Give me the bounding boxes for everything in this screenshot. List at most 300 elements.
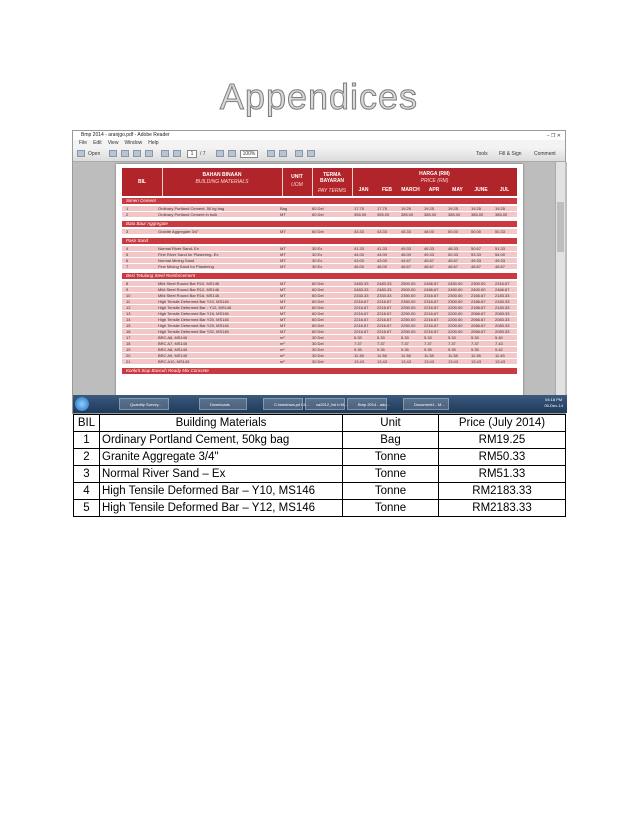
- table-cell: 30 Ex: [312, 258, 323, 263]
- table-cell: 43.33: [377, 229, 388, 234]
- page-title: Appendices: [219, 76, 419, 117]
- cell-unit: Tonne: [343, 449, 439, 466]
- month-headers: [352, 187, 517, 194]
- table-cell: 19.25: [495, 206, 506, 211]
- table-cell: BRC A10, MS145: [158, 359, 190, 364]
- table-cell: 7.43: [495, 341, 503, 346]
- table-cell: Bag: [280, 206, 288, 211]
- table-row: [74, 466, 566, 483]
- table-cell: 13.43: [377, 359, 388, 364]
- table-cell: 2483.33: [377, 281, 392, 286]
- table-cell: 60 Del: [312, 305, 324, 310]
- table-cell: Mild Steel Round Bar R16, MS146: [158, 293, 220, 298]
- table-cell: 50.00: [448, 229, 459, 234]
- section-header: Batu Baur Aggregate: [122, 221, 517, 227]
- table-cell: 2483.33: [354, 287, 369, 292]
- table-cell: 9.35: [471, 347, 479, 352]
- table-cell: 2216.67: [377, 329, 392, 334]
- header-unit-sub: UOM: [291, 182, 303, 188]
- window-title-bar: [73, 131, 565, 140]
- highlight-icon[interactable]: [307, 150, 315, 157]
- table-cell: 2333.33: [354, 293, 369, 298]
- table-row: [122, 359, 517, 365]
- menu-bar: [73, 140, 565, 147]
- table-cell: 2183.33: [495, 299, 510, 304]
- cell-material: Normal River Sand – Ex: [100, 466, 343, 483]
- table-cell: 2250.00: [401, 311, 416, 316]
- table-cell: BRC A6, MS145: [158, 335, 188, 340]
- taskbar-button[interactable]: Document1 - M...: [403, 398, 449, 410]
- table-cell: 2216.67: [354, 299, 369, 304]
- cell-price: RM19.25: [439, 432, 566, 449]
- header-unit: UNIT: [291, 174, 303, 180]
- table-cell: 2316.67: [495, 281, 510, 286]
- table-cell: MT: [280, 329, 286, 334]
- table-cell: 11.38: [354, 353, 364, 358]
- cell-material: Granite Aggregate 3/4": [100, 449, 343, 466]
- table-cell: 46.67: [424, 264, 435, 269]
- table-cell: 2450.00: [448, 281, 463, 286]
- taskbar-button[interactable]: Bmp 2014 - adu...: [347, 398, 387, 410]
- table-cell: 2500.00: [401, 281, 416, 286]
- table-cell: MT: [280, 281, 286, 286]
- table-cell: 2200.00: [448, 323, 463, 328]
- table-cell: 19: [126, 347, 131, 352]
- zoom-in-icon[interactable]: [228, 150, 236, 157]
- table-cell: 30 Ex: [312, 246, 323, 251]
- table-cell: 2466.67: [495, 287, 510, 292]
- table-cell: 20: [126, 353, 131, 358]
- toolbar: [73, 147, 565, 162]
- cell-bil: 1: [74, 432, 100, 449]
- table-cell: High Tensile Deformed Bar Y20, MS146: [158, 317, 229, 322]
- header-price: HARGA (RM): [419, 171, 450, 177]
- comment-button[interactable]: Comment: [534, 151, 556, 157]
- table-cell: 5.33: [448, 335, 456, 340]
- table-cell: 9.35: [354, 347, 362, 352]
- next-page-icon[interactable]: [173, 150, 181, 157]
- table-cell: Normal River Sand- Ex: [158, 246, 199, 251]
- table-cell: m²: [280, 341, 285, 346]
- table-cell: 49.33: [401, 246, 412, 251]
- taskbar: [73, 395, 567, 413]
- table-cell: 9: [126, 287, 129, 292]
- table-cell: BRC A8, MS145: [158, 347, 188, 352]
- menu-item[interactable]: Window: [124, 140, 143, 146]
- table-cell: 19.25: [448, 206, 459, 211]
- table-cell: BRC A7, MS145: [158, 341, 188, 346]
- table-cell: 355.00: [377, 212, 390, 217]
- zoom-input[interactable]: 100%: [240, 150, 258, 158]
- pdf-page: [116, 164, 523, 404]
- folder-icon[interactable]: [77, 150, 85, 157]
- col-material-header: Building Materials: [100, 415, 343, 432]
- table-cell: 46.67: [401, 264, 412, 269]
- table-cell: MT: [280, 258, 286, 263]
- cell-material: Ordinary Portland Cement, 50kg bag: [100, 432, 343, 449]
- table-cell: High Tensile Deformed Bar Y32, MS146: [158, 329, 229, 334]
- table-cell: 53.33: [471, 252, 482, 257]
- table-cell: 5.33: [471, 335, 479, 340]
- table-cell: 60 Del: [312, 281, 324, 286]
- section-header: Pasir Sand: [122, 238, 517, 244]
- table-cell: High Tensile Deformed Bar Y10, MS146: [158, 299, 229, 304]
- table-cell: High Tensile Deformed Bar Y16, MS146: [158, 311, 229, 316]
- table-cell: MT: [280, 264, 286, 269]
- table-cell: 60 Del: [312, 206, 324, 211]
- month-header: JUNE: [474, 187, 488, 193]
- window-title: Bmp 2014 - aranjgo.pdf - Adobe Reader: [81, 132, 170, 138]
- table-cell: 15: [126, 323, 131, 328]
- table-cell: 49.33: [495, 258, 506, 263]
- month-header: JAN: [358, 187, 369, 193]
- header-terms-sub: PAY TERMS: [317, 188, 347, 194]
- table-cell: 13.43: [495, 359, 506, 364]
- header-price-sub: PRICE (RM): [420, 178, 449, 184]
- table-cell: 2466.67: [424, 287, 439, 292]
- zoom-out-icon[interactable]: [216, 150, 224, 157]
- table-cell: 2216.67: [377, 299, 392, 304]
- save-icon[interactable]: [121, 150, 129, 157]
- table-cell: 2066.67: [471, 323, 486, 328]
- table-cell: High Tensile Deformed Bar Y25, MS146: [158, 323, 229, 328]
- table-cell: 48.00: [424, 229, 435, 234]
- table-row: [74, 500, 566, 517]
- table-cell: 2216.67: [424, 311, 439, 316]
- month-header: FEB: [382, 187, 392, 193]
- vertical-scrollbar[interactable]: [555, 162, 565, 397]
- table-cell: 9.35: [377, 347, 385, 352]
- table-cell: 5.33: [401, 335, 409, 340]
- table-cell: 18: [126, 341, 131, 346]
- table-cell: 385.00: [471, 212, 484, 217]
- table-cell: 2083.33: [495, 317, 510, 322]
- col-price-header: Price (July 2014): [439, 415, 566, 432]
- month-header: APR: [428, 187, 440, 193]
- table-cell: 60 Del: [312, 287, 324, 292]
- table-cell: 45.33: [401, 229, 412, 234]
- table-cell: 4: [126, 246, 129, 251]
- table-cell: 14: [126, 317, 131, 322]
- table-cell: 30 Del: [312, 341, 324, 346]
- table-cell: 385.00: [495, 212, 508, 217]
- table-cell: 19.25: [401, 206, 412, 211]
- table-cell: 17.75: [377, 206, 388, 211]
- table-cell: 2083.33: [495, 323, 510, 328]
- table-cell: 2216.67: [424, 305, 439, 310]
- cell-bil: 3: [74, 466, 100, 483]
- materials-price-table: [73, 414, 566, 517]
- table-cell: 2200.00: [448, 305, 463, 310]
- table-cell: 30 Del: [312, 347, 324, 352]
- table-row: [74, 449, 566, 466]
- table-cell: 1: [126, 206, 129, 211]
- table-cell: 2216.67: [354, 323, 369, 328]
- table-cell: 2250.00: [401, 323, 416, 328]
- taskbar-clock[interactable]: [544, 397, 563, 409]
- header-bil: BIL: [137, 179, 147, 185]
- table-cell: 60 Del: [312, 311, 324, 316]
- table-cell: 41.33: [354, 246, 365, 251]
- print-icon[interactable]: [133, 150, 141, 157]
- cell-material: High Tensile Deformed Bar – Y10, MS146: [100, 483, 343, 500]
- table-cell: 50.33: [495, 229, 506, 234]
- table-cell: 13: [126, 311, 131, 316]
- table-cell: 50.33: [448, 252, 459, 257]
- table-cell: 10: [126, 293, 131, 298]
- cell-unit: Tonne: [343, 483, 439, 500]
- table-cell: 2300.00: [471, 281, 486, 286]
- table-cell: 2216.67: [424, 329, 439, 334]
- table-cell: 2333.33: [377, 293, 392, 298]
- table-cell: 7: [126, 264, 129, 269]
- table-cell: MT: [280, 311, 286, 316]
- open-button[interactable]: Open: [88, 151, 101, 157]
- table-cell: MT: [280, 229, 286, 234]
- table-cell: 2216.67: [377, 323, 392, 328]
- menu-item[interactable]: File: [79, 140, 88, 146]
- table-cell: 2183.33: [495, 293, 510, 298]
- table-cell: 30 Del: [312, 353, 324, 358]
- table-cell: 2200.00: [448, 311, 463, 316]
- tools-button[interactable]: Tools: [476, 151, 488, 157]
- table-cell: 2216.67: [354, 329, 369, 334]
- table-cell: 11.38: [424, 353, 434, 358]
- table-cell: 7.37: [471, 341, 479, 346]
- table-cell: 13.43: [354, 359, 365, 364]
- table-cell: MT: [280, 287, 286, 292]
- table-cell: 50.00: [471, 229, 482, 234]
- table-cell: 43.00: [377, 258, 388, 263]
- fit-width-icon[interactable]: [279, 150, 287, 157]
- cell-bil: 4: [74, 483, 100, 500]
- fill-sign-button[interactable]: Fill & Sign: [499, 151, 522, 157]
- create-icon[interactable]: [109, 150, 117, 157]
- section-header: Besi Tetulang Steel Reinforcement: [122, 273, 517, 279]
- table-cell: 2300.00: [448, 293, 463, 298]
- table-cell: 45.67: [424, 258, 435, 263]
- table-cell: 8: [126, 281, 129, 286]
- table-cell: 385.00: [448, 212, 461, 217]
- table-cell: 2166.67: [471, 293, 486, 298]
- table-cell: 60 Del: [312, 329, 324, 334]
- table-row: [122, 264, 517, 270]
- cell-bil: 2: [74, 449, 100, 466]
- table-cell: 13.43: [401, 359, 412, 364]
- table-cell: Mild Steel Round Bar R10, MS146: [158, 281, 220, 286]
- table-cell: 2316.67: [424, 299, 439, 304]
- table-cell: 13.43: [448, 359, 459, 364]
- table-cell: 9.35: [424, 347, 432, 352]
- table-cell: 385.00: [424, 212, 437, 217]
- table-cell: 11.38: [377, 353, 387, 358]
- table-cell: 2066.67: [471, 317, 486, 322]
- email-icon[interactable]: [145, 150, 153, 157]
- table-cell: 2200.00: [448, 329, 463, 334]
- table-cell: Mild Steel Round Bar R12, MS146: [158, 287, 220, 292]
- menu-item[interactable]: View: [107, 140, 119, 146]
- taskbar-button[interactable]: Downloads: [199, 398, 247, 410]
- taskbar-button[interactable]: Quantity Survey...: [119, 398, 169, 410]
- cell-unit: Tonne: [343, 466, 439, 483]
- table-cell: MT: [280, 252, 286, 257]
- cell-price: RM2183.33: [439, 500, 566, 517]
- fit-page-icon[interactable]: [267, 150, 275, 157]
- cell-material: High Tensile Deformed Bar – Y12, MS146: [100, 500, 343, 517]
- table-cell: 13.43: [471, 359, 482, 364]
- table-cell: 44.00: [377, 252, 388, 257]
- table-cell: 30 Del: [312, 359, 324, 364]
- table-row: [74, 483, 566, 500]
- col-bil-header: BIL: [74, 415, 100, 432]
- table-cell: MT: [280, 323, 286, 328]
- table-cell: 21: [126, 359, 131, 364]
- table-cell: 54.00: [495, 252, 506, 257]
- table-cell: Fine Mining Sand for Plastering: [158, 264, 214, 269]
- table-cell: 7.37: [401, 341, 409, 346]
- table-cell: 60 Del: [312, 293, 324, 298]
- table-cell: 2483.33: [354, 281, 369, 286]
- comment-icon[interactable]: [295, 150, 303, 157]
- cell-price: RM2183.33: [439, 483, 566, 500]
- table-cell: 46.67: [448, 264, 459, 269]
- table-cell: 2166.67: [471, 305, 486, 310]
- cell-unit: Bag: [343, 432, 439, 449]
- scrollbar-thumb[interactable]: [557, 202, 564, 252]
- table-cell: 2216.67: [354, 317, 369, 322]
- cell-price: RM50.33: [439, 449, 566, 466]
- menu-item[interactable]: Help: [148, 140, 159, 146]
- table-cell: 11.38: [471, 353, 481, 358]
- table-cell: 2216.67: [354, 305, 369, 310]
- table-cell: 13.43: [424, 359, 435, 364]
- table-cell: 2216.67: [377, 317, 392, 322]
- table-cell: 44.67: [401, 258, 412, 263]
- table-cell: 51.33: [495, 246, 506, 251]
- table-cell: 2216.67: [424, 317, 439, 322]
- window-controls-icon[interactable]: – ❐ ✕: [546, 133, 561, 139]
- table-cell: 49.33: [424, 252, 435, 257]
- taskbar-button[interactable]: C:\windows.pd L5...: [263, 398, 303, 410]
- table-cell: 2350.00: [401, 293, 416, 298]
- table-cell: MT: [280, 246, 286, 251]
- table-cell: High Tensile Deformed Bar - Y12, MS146: [158, 305, 232, 310]
- table-cell: 43.33: [354, 229, 365, 234]
- start-button-icon[interactable]: [75, 397, 89, 411]
- table-cell: 2083.33: [495, 329, 510, 334]
- table-cell: m²: [280, 353, 285, 358]
- table-cell: 12: [126, 305, 131, 310]
- table-cell: 385.00: [401, 212, 414, 217]
- table-cell: 46.33: [424, 246, 435, 251]
- table-cell: m²: [280, 335, 285, 340]
- table-cell: 3: [126, 229, 129, 234]
- month-header: JUL: [499, 187, 510, 193]
- table-cell: 11.38: [448, 353, 458, 358]
- table-cell: 2216.67: [377, 305, 392, 310]
- table-cell: 11: [126, 299, 131, 304]
- table-cell: 19.25: [424, 206, 435, 211]
- menu-item[interactable]: Edit: [93, 140, 102, 146]
- table-cell: 5: [126, 252, 129, 257]
- table-cell: 2083.33: [495, 311, 510, 316]
- table-cell: 2216.67: [424, 323, 439, 328]
- prev-page-icon[interactable]: [161, 150, 169, 157]
- table-cell: BRC A9, MS145: [158, 353, 188, 358]
- table-cell: 41.33: [377, 246, 388, 251]
- month-header: MARCH: [401, 187, 420, 193]
- table-cell: 2183.33: [495, 305, 510, 310]
- table-cell: 45.67: [448, 258, 459, 263]
- table-cell: 2450.00: [448, 287, 463, 292]
- table-header-row: [74, 415, 566, 432]
- table-cell: 44.00: [354, 252, 365, 257]
- table-cell: 7.37: [448, 341, 456, 346]
- table-cell: 2200.00: [448, 317, 463, 322]
- table-cell: 46.00: [377, 264, 388, 269]
- table-cell: 7.37: [424, 341, 432, 346]
- table-cell: 46.67: [495, 264, 506, 269]
- cell-price: RM51.33: [439, 466, 566, 483]
- table-cell: 46.00: [354, 264, 365, 269]
- clock-date: 05-Dec-14: [544, 403, 563, 408]
- document-view[interactable]: [73, 162, 567, 397]
- table-cell: 49.33: [471, 258, 482, 263]
- page-total: / 7: [200, 151, 206, 157]
- table-cell: Granite Aggregate 3/4": [158, 229, 199, 234]
- table-cell: 2216.67: [354, 311, 369, 316]
- table-cell: 60 Del: [312, 212, 324, 217]
- table-cell: 60 Del: [312, 317, 324, 322]
- table-cell: 2300.00: [448, 299, 463, 304]
- header-material: BAHAN BINAAN: [202, 172, 242, 178]
- table-cell: 2316.67: [424, 293, 439, 298]
- table-cell: MT: [280, 317, 286, 322]
- taskbar-button[interactable]: ca2012_list b M...: [305, 398, 345, 410]
- table-cell: m²: [280, 359, 285, 364]
- table-cell: 2250.00: [401, 317, 416, 322]
- table-cell: 6: [126, 258, 129, 263]
- table-cell: 43.00: [354, 258, 365, 263]
- table-cell: m²: [280, 347, 285, 352]
- table-cell: 60 Del: [312, 323, 324, 328]
- table-cell: 9.35: [401, 347, 409, 352]
- table-cell: 7.37: [377, 341, 385, 346]
- table-cell: 2166.67: [471, 299, 486, 304]
- table-cell: 30 Del: [312, 335, 324, 340]
- header-material-sub: BUILDING MATERIALS: [195, 179, 249, 185]
- table-cell: Ordinary Portland Cement, 50 kg bag: [158, 206, 225, 211]
- table-cell: 2500.00: [401, 287, 416, 292]
- embedded-screenshot: [72, 130, 566, 414]
- table-cell: 355.00: [354, 212, 367, 217]
- table-cell: 17: [126, 335, 131, 340]
- table-cell: 2066.67: [471, 311, 486, 316]
- table-cell: 2216.67: [377, 311, 392, 316]
- table-cell: 17.75: [354, 206, 365, 211]
- table-row: [74, 432, 566, 449]
- table-cell: MT: [280, 212, 286, 217]
- price-table-header: [122, 168, 517, 196]
- table-row: [122, 229, 517, 235]
- table-cell: MT: [280, 305, 286, 310]
- table-cell: Ordinary Portland Cement in bulk: [158, 212, 218, 217]
- col-unit-header: Unit: [343, 415, 439, 432]
- table-cell: 9.42: [495, 347, 503, 352]
- table-cell: 5.33: [424, 335, 432, 340]
- table-cell: 5.40: [495, 335, 503, 340]
- page-number-input[interactable]: 1: [187, 150, 197, 158]
